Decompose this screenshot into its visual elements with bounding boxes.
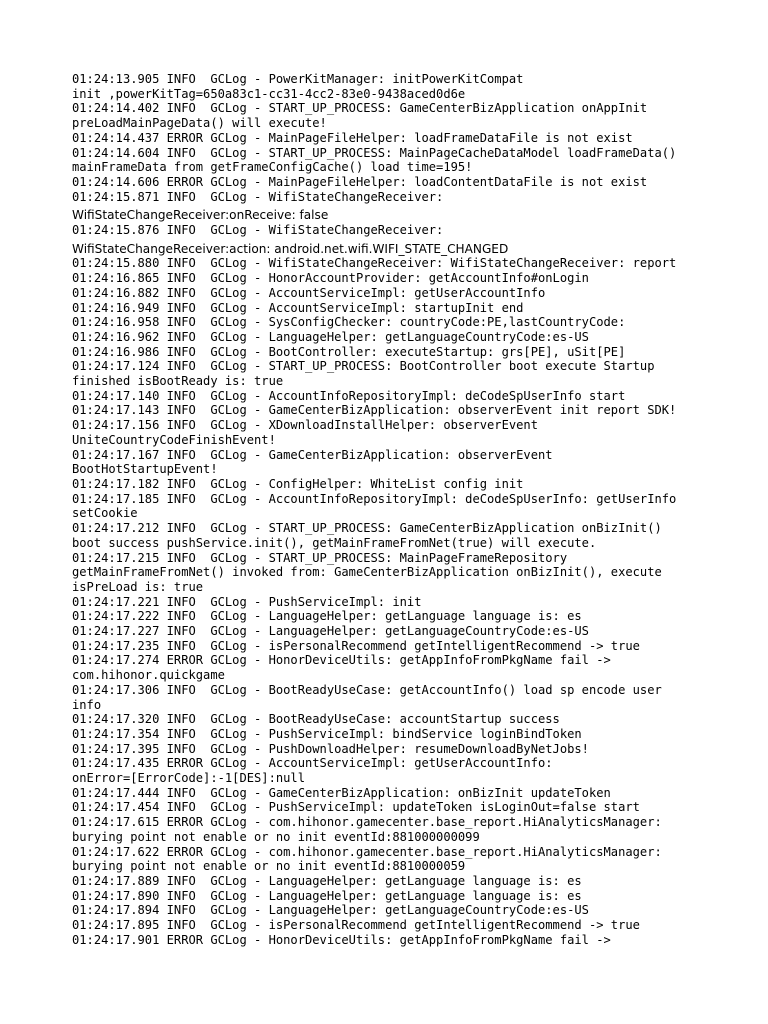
log-line: 01:24:17.185 INFO GCLog - AccountInfoRepositoryImpl: deCodeSpUserInfo: getUserInfo xyxy=(72,491,677,506)
log-line: 01:24:17.306 INFO GCLog - BootReadyUseCase: getAccountInfo() load sp encode user xyxy=(72,682,662,697)
log-line: 01:24:17.182 INFO GCLog - ConfigHelper: WhiteList config init xyxy=(72,476,524,491)
log-line: 01:24:17.212 INFO GCLog - START_UP_PROCESS: GameCenterBizApplication onBizInit() xyxy=(72,521,662,536)
log-line: 01:24:16.949 INFO GCLog - AccountServiceImpl: startupInit end xyxy=(72,300,524,315)
log-line: 01:24:17.889 INFO GCLog - LanguageHelper: getLanguage language is: es xyxy=(72,873,582,888)
log-line: 01:24:17.890 INFO GCLog - LanguageHelper: getLanguage language is: es xyxy=(72,888,582,903)
log-line: 01:24:16.958 INFO GCLog - SysConfigChecker: countryCode:PE,lastCountryCode: xyxy=(72,315,626,330)
log-line: 01:24:17.235 INFO GCLog - isPersonalRecommend getIntelligentRecommend -> true xyxy=(72,638,640,653)
log-line: 01:24:14.604 INFO GCLog - START_UP_PROCESS: MainPageCacheDataModel loadFrameData() xyxy=(72,145,677,160)
log-line: 01:24:17.140 INFO GCLog - AccountInfoRepositoryImpl: deCodeSpUserInfo start xyxy=(72,388,626,403)
log-line: 01:24:14.402 INFO GCLog - START_UP_PROCESS: GameCenterBizApplication onAppInit xyxy=(72,101,648,116)
log-line: 01:24:17.215 INFO GCLog - START_UP_PROCESS: MainPageFrameRepository xyxy=(72,550,568,565)
log-line: 01:24:15.871 INFO GCLog - WifiStateChangeReceiver: xyxy=(72,189,444,204)
log-line: 01:24:13.905 INFO GCLog - PowerKitManager: initPowerKitCompat xyxy=(72,72,524,86)
log-line: BootHotStartupEvent! xyxy=(72,462,218,477)
log-line: 01:24:17.454 INFO GCLog - PushServiceImpl: updateToken isLoginOut=false start xyxy=(72,800,640,815)
log-line: finished isBootReady is: true xyxy=(72,374,284,389)
log-line: 01:24:17.222 INFO GCLog - LanguageHelper: getLanguage language is: es xyxy=(72,609,582,624)
log-line: 01:24:14.437 ERROR GCLog - MainPageFileHelper: loadFrameDataFile is not exist xyxy=(72,130,633,145)
log-line: 01:24:17.167 INFO GCLog - GameCenterBizApplication: observerEvent xyxy=(72,447,553,462)
log-line: burying point not enable or no init eventId:881000000099 xyxy=(72,829,480,844)
log-line: 01:24:17.221 INFO GCLog - PushServiceImpl: init xyxy=(72,594,422,609)
log-line: 01:24:17.894 INFO GCLog - LanguageHelper: getLanguageCountryCode:es-US xyxy=(72,903,589,918)
log-line: setCookie xyxy=(72,506,138,521)
log-line: 01:24:17.444 INFO GCLog - GameCenterBizApplication: onBizInit updateToken xyxy=(72,785,611,800)
log-line: 01:24:17.227 INFO GCLog - LanguageHelper: getLanguageCountryCode:es-US xyxy=(72,624,589,639)
log-line: boot success pushService.init(), getMainFrameFromNet(true) will execute. xyxy=(72,535,597,550)
log-line: 01:24:17.895 INFO GCLog - isPersonalRecommend getIntelligentRecommend -> true xyxy=(72,918,640,933)
log-line: 01:24:16.986 INFO GCLog - BootController: executeStartup: grs[PE], uSit[PE] xyxy=(72,344,626,359)
log-line: 01:24:17.901 ERROR GCLog - HonorDeviceUtils: getAppInfoFromPkgName fail -> xyxy=(72,932,611,947)
log-text-block xyxy=(72,72,712,947)
log-line: 01:24:17.354 INFO GCLog - PushServiceImpl: bindService loginBindToken xyxy=(72,726,582,741)
log-line: init ,powerKitTag=650a83c1-cc31-4cc2-83e0-9438aced0d6e xyxy=(72,86,466,101)
log-line: WifiStateChangeReceiver:onReceive: false xyxy=(72,208,329,223)
log-line: 01:24:17.435 ERROR GCLog - AccountServiceImpl: getUserAccountInfo: xyxy=(72,756,553,771)
log-line: burying point not enable or no init eventId:8810000059 xyxy=(72,859,466,874)
log-line: 01:24:17.395 INFO GCLog - PushDownloadHelper: resumeDownloadByNetJobs! xyxy=(72,741,589,756)
log-line: 01:24:17.274 ERROR GCLog - HonorDeviceUtils: getAppInfoFromPkgName fail -> xyxy=(72,653,611,668)
log-line: 01:24:16.882 INFO GCLog - AccountServiceImpl: getUserAccountInfo xyxy=(72,285,546,300)
log-line: 01:24:15.880 INFO GCLog - WifiStateChangeReceiver: WifiStateChangeReceiver: report xyxy=(72,256,677,271)
log-line: 01:24:17.143 INFO GCLog - GameCenterBizApplication: observerEvent init report SDK! xyxy=(72,403,677,418)
log-line: com.hihonor.quickgame xyxy=(72,668,225,683)
log-line: 01:24:15.876 INFO GCLog - WifiStateChangeReceiver: xyxy=(72,223,444,238)
log-line: 01:24:14.606 ERROR GCLog - MainPageFileHelper: loadContentDataFile is not exist xyxy=(72,174,648,189)
log-line: UniteCountryCodeFinishEvent! xyxy=(72,432,276,447)
log-line: 01:24:17.124 INFO GCLog - START_UP_PROCESS: BootController boot execute Startup xyxy=(72,359,655,374)
log-line: 01:24:16.865 INFO GCLog - HonorAccountProvider: getAccountInfo#onLogin xyxy=(72,271,589,286)
log-line: onError=[ErrorCode]:-1[DES]:null xyxy=(72,771,305,786)
log-line: 01:24:17.622 ERROR GCLog - com.hihonor.gamecenter.base_report.HiAnalyticsManager: xyxy=(72,844,662,859)
log-line: 01:24:17.320 INFO GCLog - BootReadyUseCase: accountStartup success xyxy=(72,712,560,727)
log-line: preLoadMainPageData() will execute! xyxy=(72,116,327,131)
log-line: isPreLoad is: true xyxy=(72,579,204,594)
log-line: 01:24:17.156 INFO GCLog - XDownloadInstallHelper: observerEvent xyxy=(72,418,538,433)
log-line: 01:24:17.615 ERROR GCLog - com.hihonor.gamecenter.base_report.HiAnalyticsManager: xyxy=(72,815,662,830)
log-line: info xyxy=(72,697,102,712)
log-line: 01:24:16.962 INFO GCLog - LanguageHelper: getLanguageCountryCode:es-US xyxy=(72,329,589,344)
log-line: WifiStateChangeReceiver:action: android.net.wifi.WIFI_STATE_CHANGED xyxy=(72,241,509,256)
log-line: mainFrameData from getFrameConfigCache() load time=195! xyxy=(72,160,473,175)
log-line: getMainFrameFromNet() invoked from: GameCenterBizApplication onBizInit(), execute xyxy=(72,565,662,580)
